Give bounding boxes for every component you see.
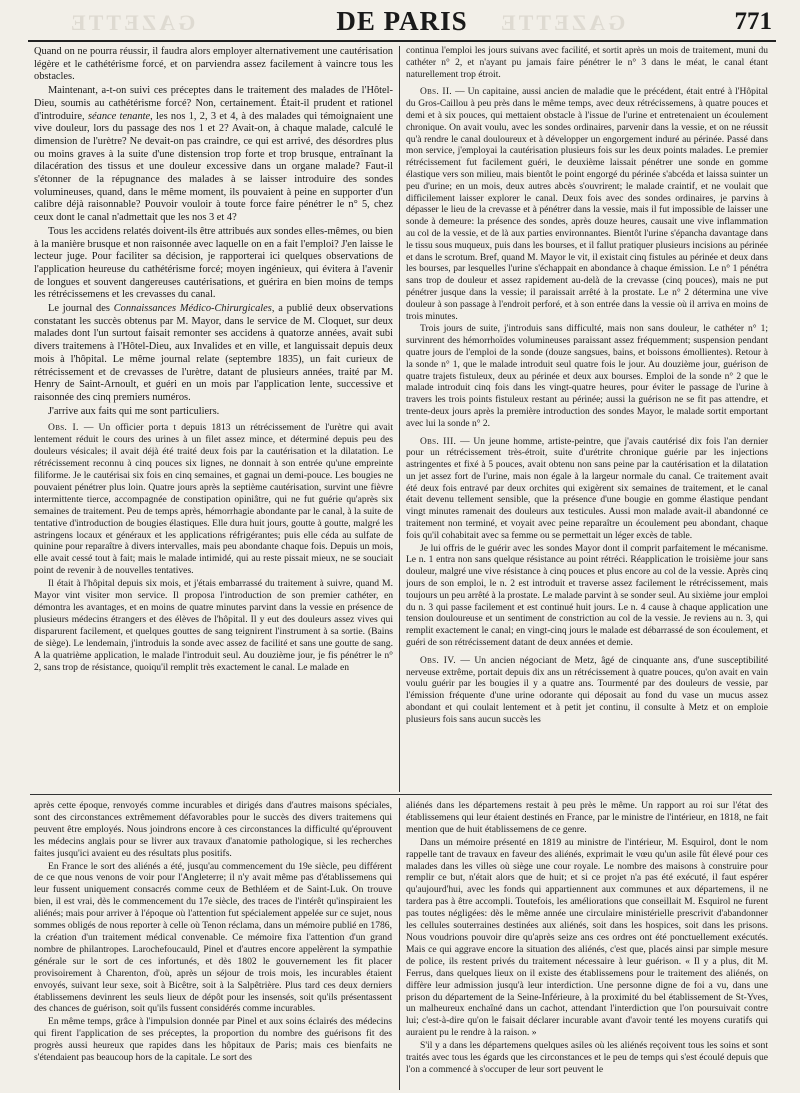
paragraph: J'arrive aux faits qui me sont particuliers. [48, 405, 220, 417]
observation-2: Obs. II. — Un capitaine, aussi ancien de maladie que le précédent, était entré à l'Hôpital du Gros-Caillou à peu près dans le même temps, avec deux rétrécissemens, à quatre pouces et demi et à six pouces, qui mettaient obstacle à l'issue de l'urine et entretenaient un écoulement chronique. On avait voulu, avec les sondes ordinaires, parvenir dans la vessie, et on ne réussit qu'à rendre le canal douloureux et à développer un engorgement induré au périnée. Passé dans mon service, j'employai la cautérisation plusieurs fois sur les deux points malades. Le premier rétrécissement fut facilement guéri, le deuxième laissait pénétrer une sonde en gomme élastique vers son milieu, mais bientôt le point engorgé du périnée s'abcéda et laissa suinter un peu d'urine; en un mois, deux autres abcès s'ouvrirent; le malade craintif, et ne voulait que difficilement laisser explorer le canal. Deux fois avec des sondes ordinaires, je parvins à dépasser le lieu de la crevasse et à pénétrer dans la vessie, mais il fut impossible de laisser une sonde à demeure: la présence des sondes, après douze heures, causait une vive inflammation au col de la vessie, et de là aux parties environnantes. Bientôt l'urine s'épancha davantage dans le tissu sous muqueux, puis dans les bourses, et il fallut pratiquer plusieurs incisions au périnée et dans le scrotum. Bref, quand M. Mayor le vit, il existait cinq fistules au périnée et deux dans les bourses, par lesquelles l'urine s'échappait en abondance à chaque émission. Le n° 1 pénétra sans trop de douleur et assez rapidement au-delà de la crevasse (cinq pouces), mais ne put pénétrer jusque dans la vessie; il paraissait arrêté à la prostate. Le n° 2 détermina une vive douleur à son passage à l'endroit perforé, et à son entrée dans la vessie où il arriva en moins de trois minutes. [406, 87, 768, 322]
paragraph: après cette époque, renvoyés comme incurables et dirigés dans d'autres maisons spéciales, sont des circonstances extrêmement défavorables pour le succès des divers traitemens qui peuvent être employés. Nous joindrons encore à ces circonstances la difficulté qu'éprouvent les médecins anglais pour se livrer aux travaux d'anatomie pathologique, si les recherches faites jusqu'ici avaient eu des résultats plus positifs. [34, 800, 392, 859]
article-column-1 [34, 46, 393, 789]
emphasis: séance tenante [87, 110, 151, 122]
column-rule-top [399, 46, 400, 792]
paragraph: Tous les accidens relatés doivent-ils être attribués aux sondes elles-mêmes, ou bien à la manière brusque et non raisonnée avec laquelle on en a fait l'emploi? J'en laisse le lecteur juge. Pour faciliter sa décision, je rapporterai ici quelques observations de l'application heureuse du cathétérisme forcé; moyen ingénieux, qui évitera à l'avenir de longues et souvent dangereuses cautérisations, et guérira en bien moins de temps les rétrécissemens et les crevasses du canal. [34, 225, 393, 301]
journal-title: Connaissances Médico-Chirurgicales [113, 303, 272, 315]
paragraph: Maintenant, a-t-on suivi ces préceptes dans le traitement des malades de l'Hôtel-Dieu, soumis au cathétérisme forcé? Non, certainement. Était-il prudent et rationel d'introduire, séance tenante, les nos 1, 2, 3 et 4, à des malades qui témoignaient une vive douleur, lors du passage des nos 1 et 2? Avait-on, à chaque malade, calculé le dimension de l'urètre? Ne devait-on pas craindre, ce qui est arrivé, des désordres plus ou moins graves à la suite d'une distension trop forte et trop brusque, entraînant la dilacération des tissus et une douleur excessive dans un organe malade? Faut-il s'étonner de la répugnance des malades à se laisser introduire des sondes volumineuses, quand, dans le même moment, ils pouvaient à peine en supporter d'un calibre déjà raisonnable? Pouvoir vouloir à toute force faire pénétrer le n° 5, chez ceux dont le canal n'admettait que les nos 3 et 4? [34, 85, 393, 224]
paragraph: Je lui offris de le guérir avec les sondes Mayor dont il comprit parfaitement le mécanisme. Le n. 1 entra non sans quelque résistance au point rétréci. Réapplication le troisième jour sans douleur, malgré une vive résistance à cinq pouces et plus encore au col de la vessie. Après cinq jours de son emploi, le n. 2 est introduit et traverse assez facilement le rétrécissement, mais toujours un peu arrêté à la prostate. Le malade parvint à se sonder seul. Au sixième jour emploi du n. 3 qui passe facilement et est continué huit jours. Le n. 4 cause à chaque application une tension douloureuse et un sentiment de constriction au col de la vessie. Je reviens au n. 3, qui remplit exactement le canal; en vingt-cinq jours le malade est débarrassé de son écoulement, et guéri de son rétrécissement datant de deux années et demie. [406, 543, 768, 649]
observation-3: Obs. III. — Un jeune homme, artiste-peintre, que j'avais cautérisé dix fois l'an dernier pour un rétrécissement très-étroit, suite d'urétrite chronique guérie par les injections astringentes et fixé à 5 pouces, avait obtenu non sans peine par la cautérisation et la dilatation un jet assez fort de l'urine, mais non égale à la largeur normale du canal. Ce traitement avait été deux fois entravé par deux orchites qui exigèrent six semaines de traitement, et le canal était devenu tellement sensible, que la présence d'une bougie en gomme élastique pendant vingt minutes ramenait des douleurs aux testicules. Aussi mon malade avait-il abandonné ce traitement non terminé, et voyait avec peine reparaître un écoulement peu abondant, chaque fois qu'il cohabitait avec sa femme ou se permettait un léger excès de table. [406, 436, 768, 541]
paragraph: En France le sort des aliénés a été, jusqu'au commencement du 19e siècle, peu différent de ce que nous venons de voir pour l'Angleterre; il n'y avait même pas d'établissemens qui leur fussent uniquement consacrés comme ceux de Bethléem et de Saint-Luk. On trouve bien, il est vrai, dès le commencement du 17e siècle, des traces de l'intérêt qu'inspiraient les aliénés; mais pour arriver à l'époque où l'attention fut spécialement appelée sur ce sujet, nous sommes obligés de nous reporter à celle où Tenon réclama, dans un mémoire publié en 1786, la création d'un traitement médical convenable. Ce mémoire fixa l'attention d'un grand nombre de philantropes. Larochefoucauld, Pinel et d'autres encore appelèrent la sympathie générale sur le sort de ces infortunés, et dès 1802 le gouvernement les fit placer provisoirement à Charenton, d'où, après un séjour de trois mois, les incurables étaient envoyés, suivant leur sexe, soit à Bicêtre, soit à la Salpêtrière. Plus tard ces deux derniers établissemens devinrent les seuls lieux de dépôt pour les insensés, soit qu'ils présentassent des chances de guérison, soit qu'ils fussent considérés comme incurables. [34, 860, 392, 1015]
observation-label: Obs. I. [48, 422, 79, 434]
masthead [28, 6, 776, 42]
observation-1: Obs. I. — Un officier porta t depuis 1813 un rétrécissement de l'urètre qui avait lentement réduit le cours des urines à un filet assez mince, et déterminé depuis peu des douleurs vésicales; il avait déjà été traité deux fois par la cautérisation et la dilatation. Le rétrécissement reconnu à cinq pouces six lignes, ne donnait à son entrée qu'une empreinte filiforme. Je le cautérisai six fois en cinq semaines, et gagnai un demi-pouce. Les bougies ne pouvaient pénétrer plus loin. Quatre jours après la septième cautérisation, survint une fièvre intermittente tierce, accompagnée de constipation opiniâtre, qui ne fut guérie qu'après six semaines de traitement. Peu de temps après, hémorrhagie abondante par le canal, à la suite de tentative d'introduction de bougies élastiques. Elle dura huit jours, goutte à goutte, malgré les astringens locaux et généraux et les applications réfrigérantes; puis elle céda au sulfate de quinine pour reparaître à divers intervalles, mais peu abondante chaque fois. Depuis un mois, elle avait cessé tout à fait; mais le malade intimidé, qui au reste pissait mieux, ne se souciait point de revenir à de nouvelles tentatives. [34, 422, 393, 577]
paragraph: En même temps, grâce à l'impulsion donnée par Pinel et aux soins éclairés des médecins qui firent l'application de ses préceptes, la proportion du nombre des guérisons fit des progrès aussi heureux que rapides dans les hôpitaux de Paris; mais ces bienfaits ne s'étendaient pas beaucoup hors de la capitale. Le sort des [34, 1016, 392, 1064]
article-column-3 [34, 800, 392, 1090]
page-number: 771 [734, 8, 772, 35]
paragraph: Trois jours de suite, j'introduis sans difficulté, mais non sans douleur, le cathéter n° 1; survinrent des hémorrhoïdes volumineuses paraissant assez fréquemment; suspension pendant quatre jours de l'emploi de la sonde (douze sangsues, bains, et boissons émollientes). Retour à la sonde n° 1, que le malade introduit seul quatre fois le jour. Au douzième jour, guérison de quatre trajets fistuleux, deux au périnée et deux aux bourses. Emploi de la sonde n° 2 que le malade introduit cinq fois dans les vingt-quatre heures, pour éviter le passage de l'urine à travers les trois points fistuleux restant au périnée; aussi la guérison ne se fit pas attendre, et trente-deux jours après la première introduction des sondes Mayor, le malade sortit emportant avec lui la sonde n° 2. [406, 324, 768, 429]
bleed-through-title-right: GAZETTE [498, 10, 626, 35]
paragraph: Quand on ne pourra réussir, il faudra alors employer alternativement une cautérisation légère et le cathétérisme forcé, et on parviendra assez facilement à vaincre tous les obstacles. [34, 46, 393, 83]
paragraph: S'il y a dans les départemens quelques asiles où les aliénés reçoivent tous les soins et sont traités avec tous les égards que les circonstances et le peu de temps qui s'est écoulé depuis que l'on a commencé à s'occuper de leur sort peuvent le [406, 1040, 768, 1075]
paragraph: Il était à l'hôpital depuis six mois, et j'étais embarrassé du traitement à suivre, quand M. Mayor vint visiter mon service. Il proposa l'introduction de son premier cathéter, en démontra les avantages, et en moins de quatre minutes parvint dans la vessie en présence de plusieurs médecins étrangers et des élèves de l'hôpital. Il y eut des douleurs assez vives qui disparurent facilement, et quelques gouttes de sang teignirent l'instrument à sa sortie. (Bains de siège). Le lendemain, j'introduis la sonde avec assez de facilité et sans une goutte de sang. A la quatrième application, le malade l'introduit seul. Au douzième jour, je fis pénétrer le n° 2, sans trop de résistance, quoiqu'il remplit très exactement le canal. Le malade en [34, 578, 393, 673]
observation-label: Obs. III. [420, 436, 457, 447]
article-column-4 [406, 800, 768, 1090]
page-title: DE PARIS [336, 6, 468, 36]
bleed-through-title-left: GAZETTE [68, 10, 196, 35]
paragraph: continua l'emploi les jours suivans avec facilité, et sortit après un mois de traitement, muni du cathéter n° 2, et n'ayant pu jamais faire pénétrer le n° 3 dans le méat, le canal étant naturellement trop étroit. [406, 46, 768, 80]
observation-label: Obs. II. [420, 87, 452, 98]
paragraph: Dans un mémoire présenté en 1819 au ministre de l'intérieur, M. Esquirol, dont le nom rappelle tant de travaux en faveur des aliénés, exprimait le vœu qu'un asile fût élevé pour ces malades dans les villes où siège une cour royale. Le nombre des maisons à construire pour remplir ce but, n'était alors que de huit; et si ce projet n'a pas été exécuté, il faut espérer qu'aujourd'hui, avec les fonds qui appartiennent aux communes et aux départemens, il ne tardera pas à être accompli. Toutefois, les améliorations que conseillait M. Esquirol ne furent pas toutes négligées: dès le même année une circulaire ministérielle prescrivit d'abandonner les cellules souterraines destinées aux aliénés, soit dans les hospices, soit dans les prisons. Nous voudrions pouvoir dire qu'après seize ans ces ordres ont été ponctuellement exécutés. Mais ce qui aggrave encore la situation des aliénés, c'est que, placés ainsi par simple mesure de police, ils restent privés du traitement nécessaire à leur guérison. « Il y a plus, dit M. Ferrus, dans quelques lieux on il existe des établissemens pour le traitement des aliénés, on diffère leur admission jusqu'à leur interdiction. Une personne digne de foi a vu, dans une prison du département de la Seine-Inférieure, à la proximité du bel établissement de St-Yves, un malheureux enchaîné dans un cachot, attendant l'interdiction que l'on poursuivait contre lui; c'est-à-dire qu'on le faisait déclarer incurable avant d'avoir tenté les moyens curatifs qui auraient pu le rendre à la raison. » [406, 836, 768, 1039]
column-rule-bottom [399, 798, 400, 1090]
paragraph: aliénés dans les départemens restait à peu près le même. Un rapport au roi sur l'état des établissemens qui leur étaient destinés en France, par le ministre de l'intérieur, en 1818, ne fait mention que de huit établissemens de ce genre. [406, 800, 768, 835]
observation-label: Obs. IV. [420, 655, 456, 666]
section-divider [30, 794, 772, 795]
observation-4: Obs. IV. — Un ancien négociant de Metz, âgé de cinquante ans, d'une susceptibilité nerveuse extrême, portait depuis dix ans un rétrécissement à quatre pouces, qu'on avait en vain voulu guérir par les bougies il y a quatre ans. Tourmenté par des douleurs de vessie, par l'émission fréquente d'une urine odorante qui déposait au fond du vase un mucus assez abondant et qui coulait lentement et à petit jet continu, il consulte à Metz et on emploie plusieurs fois sans aucun succès les [406, 655, 768, 725]
paragraph: Le journal des Connaissances Médico-Chirurgicales, a publié deux observations constatant les succès obtenus par M. Mayor, dans le service de M. Cloquet, sur deux malades dont l'un surtout faisait remonter ses accidens à quatorze années, avait subi divers traitemens à l'Hôtel-Dieu, aux Invalides et en ville, et languissait depuis deux mois à l'hôpital. Le même journal relate (septembre 1835), un fait curieux de rétrécissement et de crevasses de l'urètre, datant de plusieurs années, traité par M. Henry de Saint-Arnoult, et guéri en un mois par l'application lente, successive et raisonnée des cinq premiers numéros. [34, 303, 393, 403]
article-column-2 [406, 46, 768, 789]
